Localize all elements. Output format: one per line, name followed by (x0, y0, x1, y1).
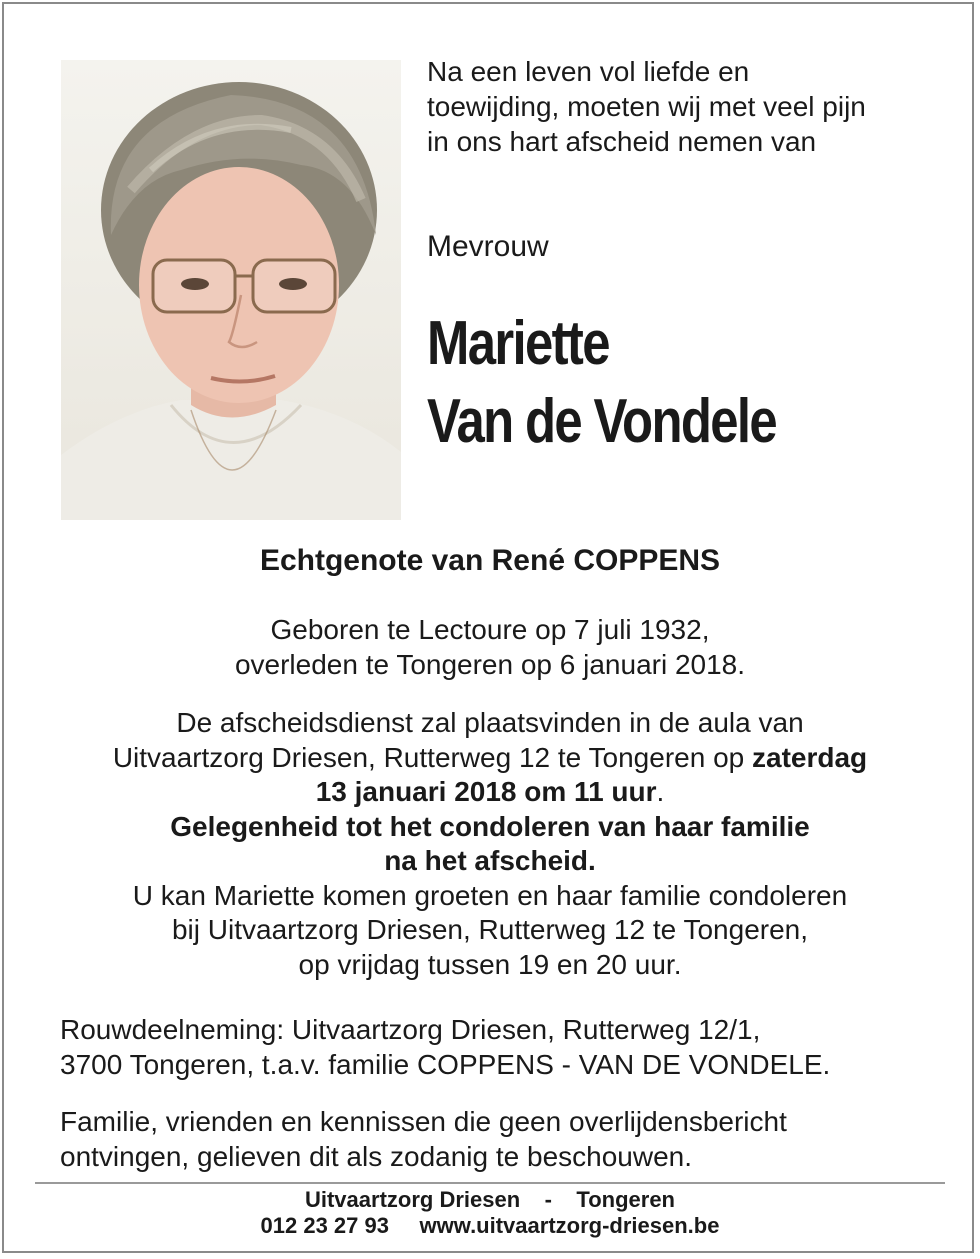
service-text: . (656, 776, 665, 807)
visitation-line: U kan Mariette komen groeten en haar familie condoleren (132, 879, 848, 911)
rouwdeelneming-info (60, 1012, 940, 1082)
footer-city: Tongeren (576, 1187, 675, 1212)
visitation-line: bij Uitvaartzorg Driesen, Rutterweg 12 te Tongeren, (171, 914, 809, 945)
condolence-text: na het afscheid. (384, 845, 596, 876)
service-text: Uitvaartzorg Driesen, Rutterweg 12 te Tongeren op (112, 741, 752, 773)
family-line: Familie, vrienden en kennissen die geen overlijdensbericht (60, 1106, 787, 1137)
intro-line: in ons hart afscheid nemen van (427, 126, 817, 157)
death-line: overleden te Tongeren op 6 januari 2018. (234, 649, 746, 680)
condolence-line (40, 844, 940, 879)
intro-text (427, 54, 947, 159)
intro-line: toewijding, moeten wij met veel pijn (427, 91, 866, 122)
service-info (40, 706, 940, 982)
service-day: zaterdag (752, 741, 868, 773)
footer-company: Uitvaartzorg Driesen (304, 1187, 521, 1212)
family-notice (60, 1104, 940, 1174)
service-date: 13 januari 2018 om 11 uur (315, 776, 657, 807)
footer-website: www.uitvaartzorg-driesen.be (419, 1213, 720, 1238)
first-name: Mariette (427, 309, 609, 378)
family-line: ontvingen, gelieven dit als zodanig te beschouwen. (60, 1141, 692, 1172)
footer-divider (35, 1182, 945, 1184)
service-line: De afscheidsdienst zal plaatsvinden in de aula van (176, 707, 804, 738)
footer-contact-line (40, 1213, 940, 1239)
visitation-line: op vrijdag tussen 19 en 20 uur. (298, 948, 682, 980)
service-line (40, 775, 940, 810)
footer-gap (520, 1187, 544, 1212)
footer-company-line (40, 1187, 940, 1213)
spouse-line: Echtgenote van René COPPENS (259, 544, 721, 577)
footer-gap (552, 1187, 576, 1212)
footer-separator: - (544, 1187, 552, 1212)
honorific: Mevrouw (427, 230, 549, 263)
last-name: Van de Vondele (427, 387, 777, 456)
condolence-text: Gelegenheid tot het condoleren van haar familie (170, 810, 810, 842)
footer-phone: 012 23 27 93 (260, 1213, 389, 1238)
service-line (40, 741, 940, 776)
portrait-photo (61, 60, 401, 520)
portrait-illustration (61, 60, 401, 520)
condolence-line (40, 810, 940, 845)
rouw-line: 3700 Tongeren, t.a.v. familie COPPENS - VAN DE VONDELE. (60, 1049, 831, 1080)
birth-line: Geboren te Lectoure op 7 juli 1932, (270, 614, 710, 645)
rouw-line: Rouwdeelneming: Uitvaartzorg Driesen, Rutterweg 12/1, (60, 1014, 761, 1045)
footer-gap (389, 1213, 420, 1238)
birth-death-info (40, 612, 940, 682)
intro-line: Na een leven vol liefde en (427, 56, 750, 87)
deceased-name (427, 305, 776, 461)
